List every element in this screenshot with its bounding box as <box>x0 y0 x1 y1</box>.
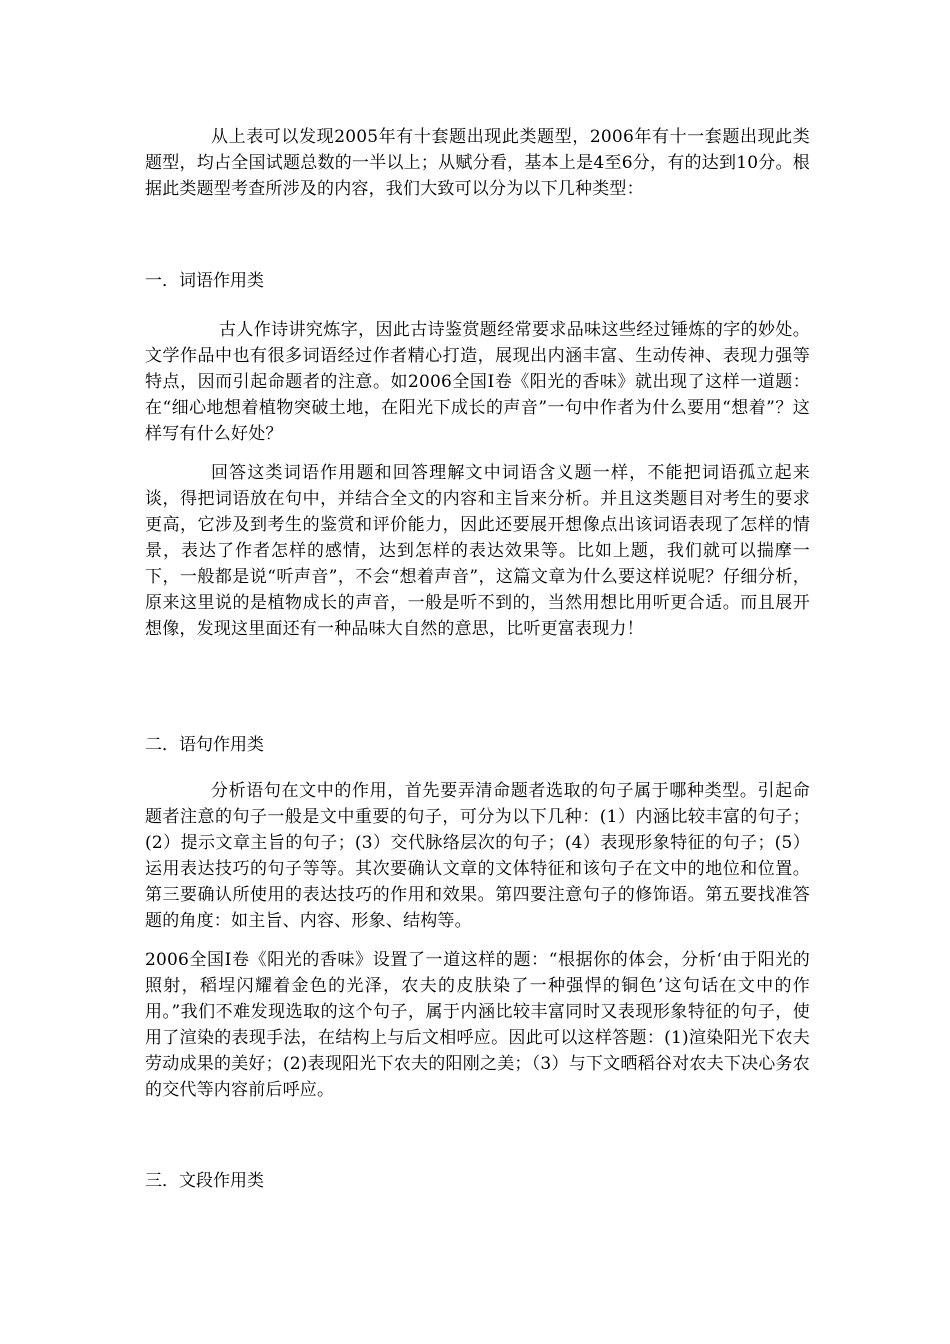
section-heading-2: 二．语句作用类 <box>145 735 264 755</box>
section-2-paragraph-1: 分析语句在文中的作用，首先要弄清命题者选取的句子属于哪种类型。引起命题者注意的句子一般是文中重要的句子，可分为以下几种：(1）内涵比较丰富的句子；(2）提示文章主旨的句子；(3）交代脉络层次的句子；(4）表现形象特征的句子；(5）运用表达技巧的句子等等。其次要确认文章的文体特征和该句子在文中的地位和位置。第三要确认所使用的表达技巧的作用和效果。第四要注意句子的修饰语。第五要找准答题的角度：如主旨、内容、形象、结构等。 <box>145 781 810 931</box>
section-2-paragraph-2: 2006全国Ⅰ卷《阳光的香味》设置了一道这样的题：“根据你的体会，分析‘由于阳光的照射，稻埕闪耀着金色的光泽，农夫的皮肤染了一种强悍的铜色’这句话在文中的作用。”我们不难发现选取的这个句子，属于内涵比较丰富同时又表现形象特征的句子，使用了渲染的表现手法，在结构上与后文相呼应。因此可以这样答题：(1)渲染阳光下农夫劳动成果的美好；(2)表现阳光下农夫的阳刚之美；（3）与下文晒稻谷对农夫下决心务农的交代等内容前后呼应。 <box>145 950 810 1100</box>
section-1-paragraph-1: 古人作诗讲究炼字，因此古诗鉴赏题经常要求品味这些经过锤炼的字的妙处。文学作品中也有很多词语经过作者精心打造，展现出内涵丰富、生动传神、表现力强等特点，因而引起命题者的注意。如2006全国Ⅰ卷《阳光的香味》就出现了这样一道题：在“细心地想着植物突破土地，在阳光下成长的声音”一句中作者为什么要用“想着”？这样写有什么好处？ <box>145 320 810 444</box>
section-heading-3: 三．文段作用类 <box>145 1171 264 1191</box>
section-heading-1: 一．词语作用类 <box>145 271 264 291</box>
section-1-paragraph-2: 回答这类词语作用题和回答理解文中词语含义题一样，不能把词语孤立起来谈，得把词语放在句中，并结合全文的内容和主旨来分析。并且这类题目对考生的要求更高，它涉及到考生的鉴赏和评价能力，因此还要展开想像点出该词语表现了怎样的情景，表达了作者怎样的感情，达到怎样的表达效果等。比如上题，我们就可以揣摩一下，一般都是说“听声音”，不会“想着声音”，这篇文章为什么要这样说呢？仔细分析，原来这里说的是植物成长的声音，一般是听不到的，当然用想比用听更合适。而且展开想像，发现这里面还有一种品味大自然的意思，比听更富表现力！ <box>145 463 810 639</box>
intro-paragraph: 从上表可以发现2005年有十套题出现此类题型，2006年有十一套题出现此类题型，均占全国试题总数的一半以上；从赋分看，基本上是4至6分，有的达到10分。根据此类题型考查所涉及的内容，我们大致可以分为以下几种类型： <box>145 127 810 199</box>
